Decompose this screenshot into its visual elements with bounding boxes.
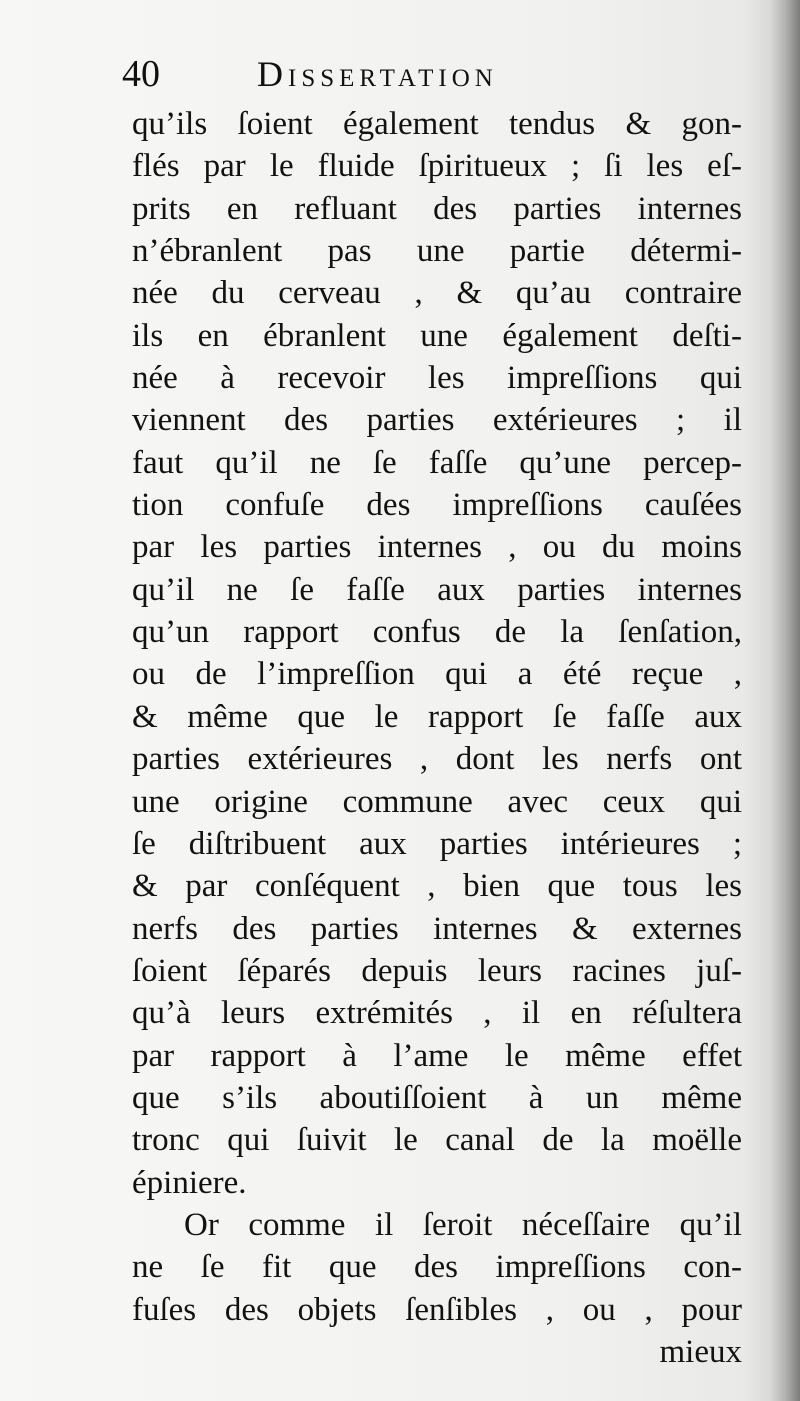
text-line: qu’ils ſoient également tendus & gon- [132,106,742,142]
text-line: ne ſe fit que des impreſſions con- [132,1249,742,1286]
page-number: 40 [122,53,160,95]
text-line: prits en refluant des parties internes [132,190,742,227]
text-line: ſe diſtribuent aux parties intérieures ; [132,825,742,862]
text-line: & par conſéquent , bien que tous les [132,868,742,905]
text-line: nerfs des parties internes & externes [132,910,742,947]
text-line: flés par le fluide ſpiritueux ; ſi les eſ- [132,148,742,185]
text-line: tronc qui ſuivit le canal de la moëlle [132,1122,742,1159]
text-line: & même que le rapport ſe faſſe aux [132,698,742,735]
text-line: qu’à leurs extrémités , il en réſultera [132,995,742,1032]
paragraph-end-line: épiniere. [132,1164,247,1201]
text-line: viennent des parties extérieures ; il [132,402,742,439]
catchword: mieux [659,1333,742,1370]
text-line: que s’ils aboutiſſoient à un même [132,1079,742,1116]
text-line: par rapport à l’ame le même effet [132,1037,742,1074]
text-line: tion confuſe des impreſſions cauſées [132,487,742,524]
text-line: parties extérieures , dont les nerfs ont [132,741,742,778]
text-line: faut qu’il ne ſe faſſe qu’une percep- [132,444,742,481]
text-line: née du cerveau , & qu’au contraire [132,275,742,312]
text-line: ils en ébranlent une également deſti- [132,317,742,354]
page-header [122,44,592,104]
body-text [132,103,742,1373]
text-line: née à recevoir les impreſſions qui [132,360,742,397]
running-head: Dissertation [257,54,498,94]
text-line: ſoient ſéparés depuis leurs racines juſ- [132,952,742,989]
page-edge-shadow [770,0,800,1401]
text-line: qu’il ne ſe faſſe aux parties internes [132,571,742,608]
text-line: fuſes des objets ſenſibles , ou , pour [132,1291,742,1328]
text-line: ou de l’impreſſion qui a été reçue , [132,656,742,693]
text-line: par les parties internes , ou du moins [132,529,742,566]
paragraph-start-line: Or comme il ſeroit néceſſaire qu’il [184,1206,742,1243]
text-line: n’ébranlent pas une partie détermi- [132,233,742,270]
text-line: une origine commune avec ceux qui [132,783,742,820]
text-line: qu’un rapport confus de la ſenſation, [132,614,742,651]
